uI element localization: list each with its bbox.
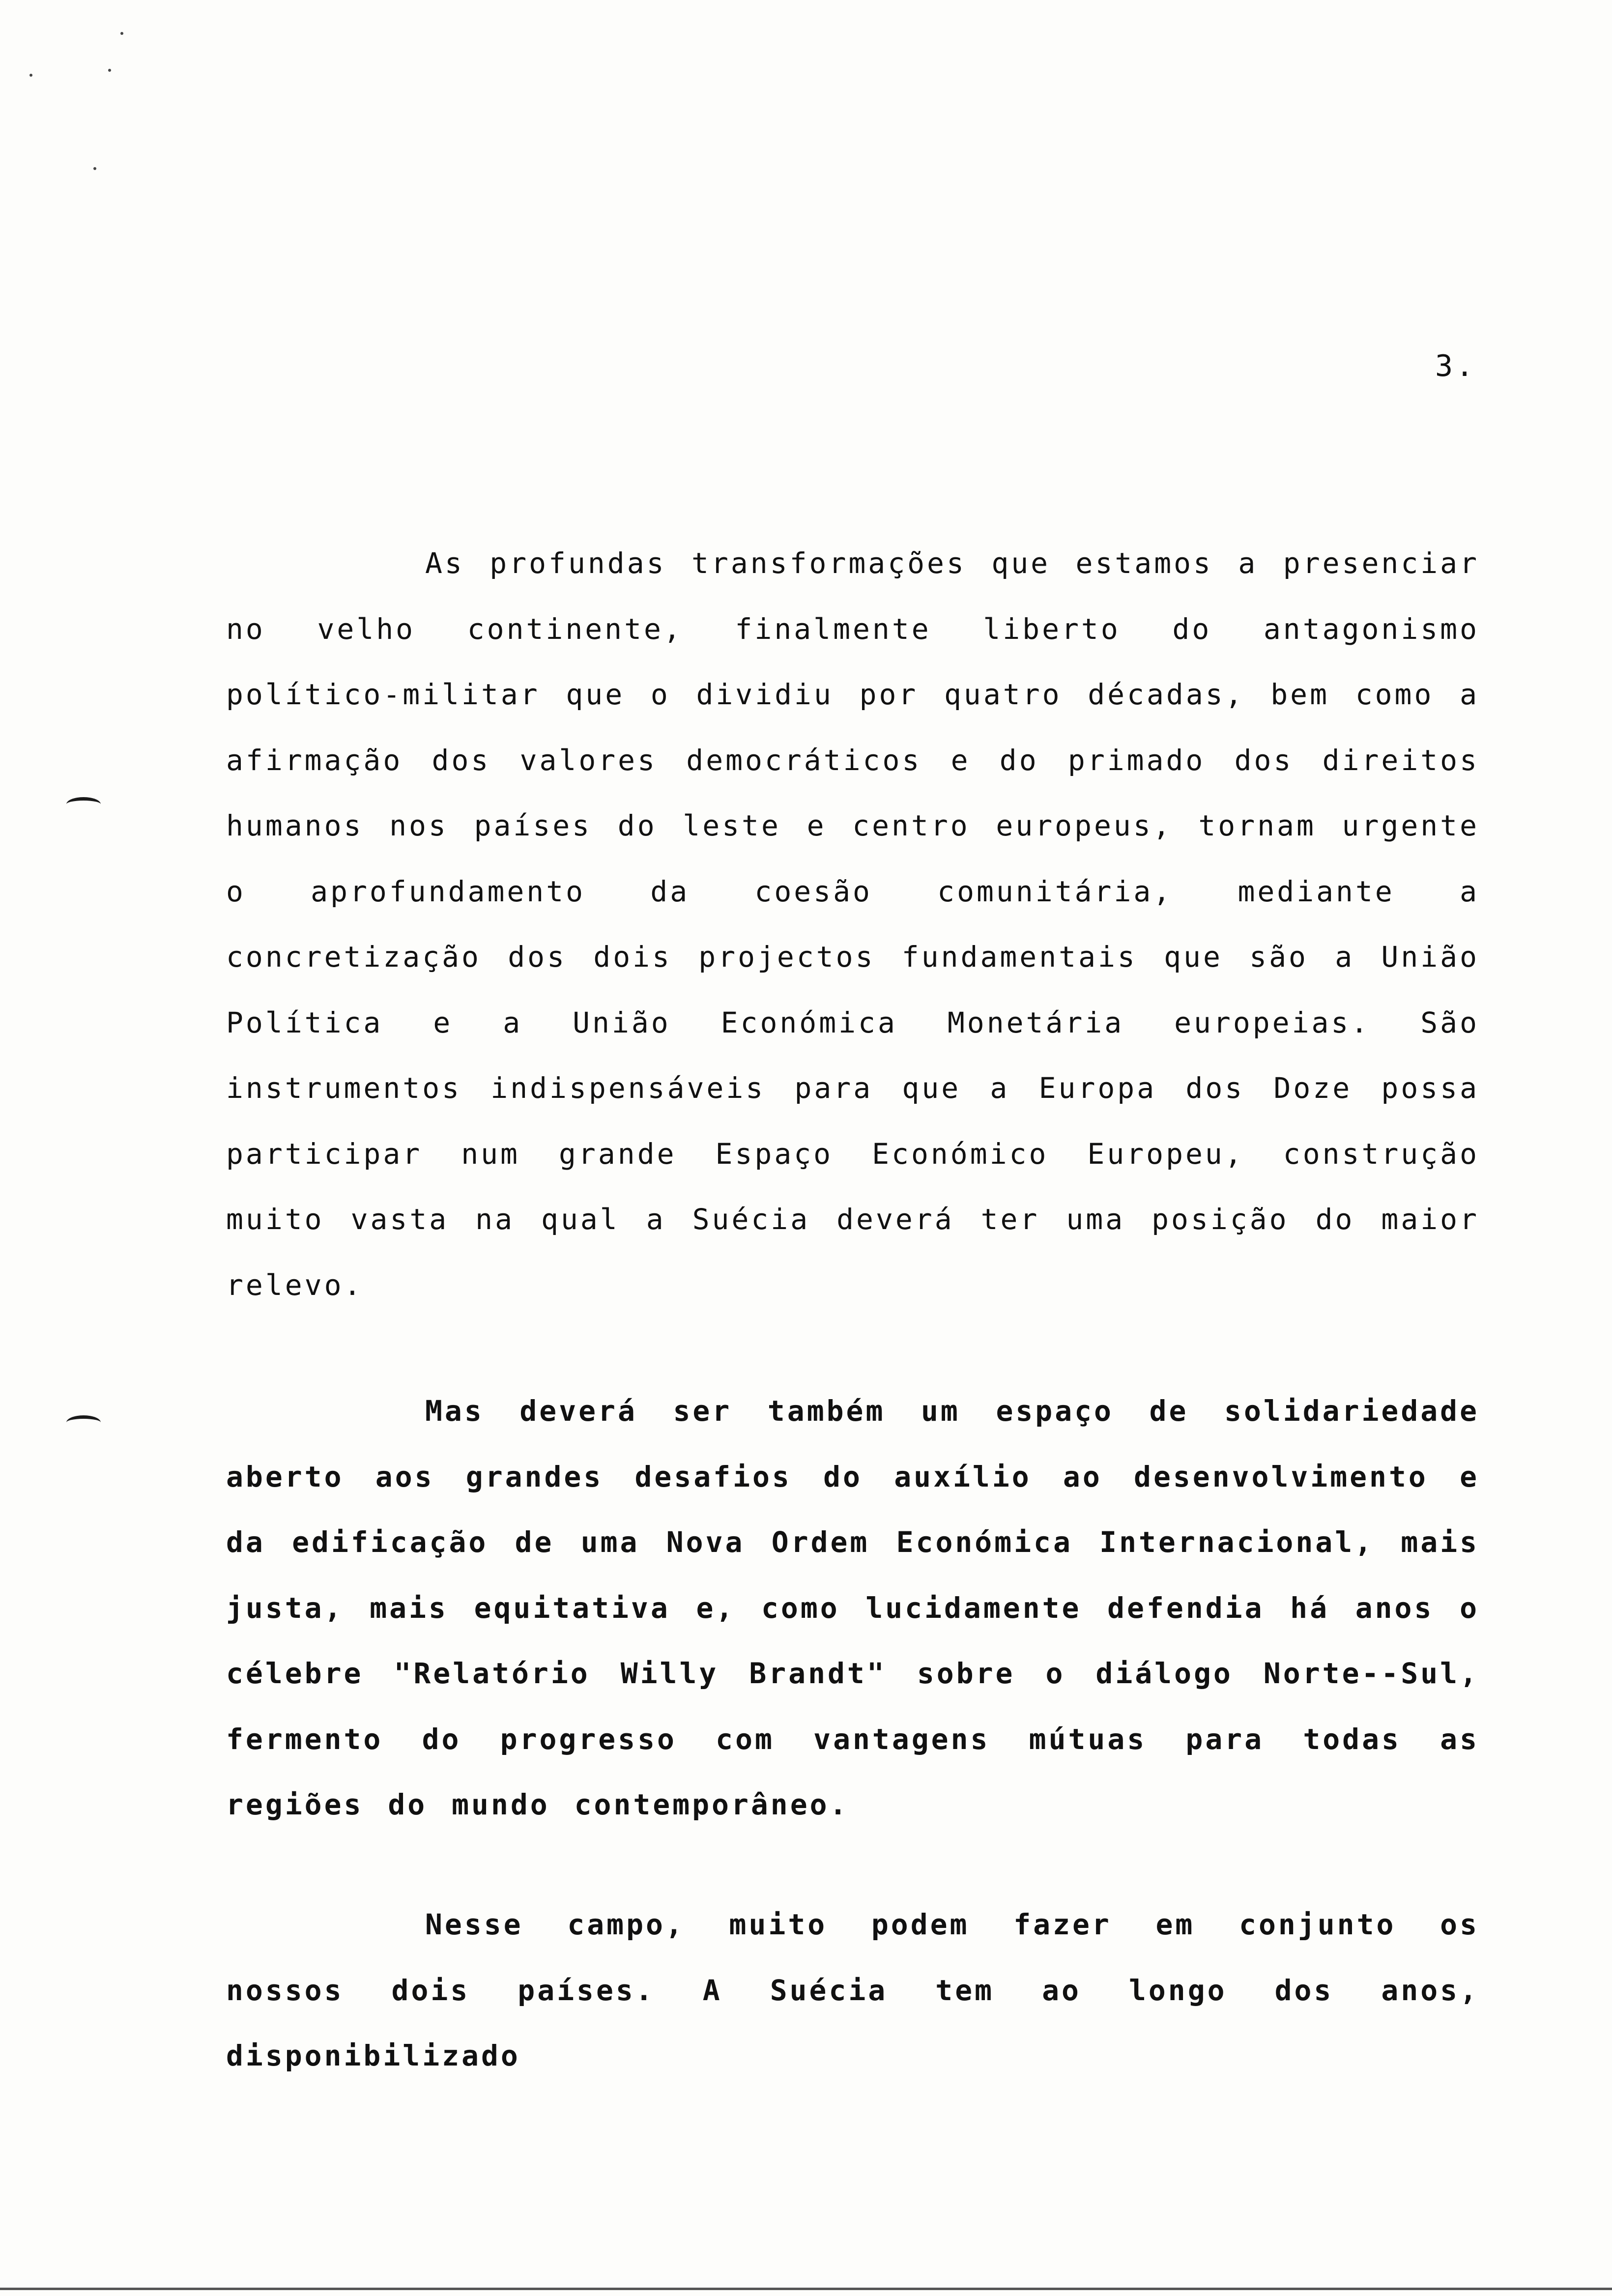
scan-speck xyxy=(120,32,123,35)
body-paragraph-1 xyxy=(226,531,1479,1318)
scan-speck xyxy=(29,74,32,77)
paragraph-text: As profundas transformações que estamos a presenciar no velho continente, finalmente liberto do antagonismo político-militar que o dividiu por quatro décadas, bem como a afirmação dos valores democráticos e do primado dos direitos humanos nos países do leste e centro europeus, tornam urgente o aprofundamento da coesão comunitária, mediante a concretização dos dois projectos fundamentais que são a União Política e a União Económica Monetária europeias. São instrumentos indispensáveis para que a Europa dos Doze possa participar num grande Espaço Económico Europeu, construção muito vasta na qual a Suécia deverá ter uma posição do maior relevo. xyxy=(226,546,1479,1302)
punch-hole-mark xyxy=(66,1415,101,1430)
body-paragraph-3 xyxy=(226,1892,1479,2089)
paragraph-text: Mas deverá ser também um espaço de solidariedade aberto aos grandes desafios do auxílio ao desenvolvimento e da edificação de uma Nova Ordem Económica Internacional, mais justa, mais equitativa e, como lucidamente defendia há anos o célebre "Relatório Willy Brandt" sobre o diálogo Norte--Sul, fermento do progresso com vantagens mútuas para todas as regiões do mundo contemporâneo. xyxy=(226,1394,1479,1821)
bottom-edge-line xyxy=(0,2288,1612,2290)
page-number: 3. xyxy=(1435,349,1477,383)
paragraph-text: Nesse campo, muito podem fazer em conjunto os nossos dois países. A Suécia tem ao longo dos anos, disponibilizado xyxy=(226,1908,1479,2072)
scan-speck xyxy=(93,167,96,170)
body-paragraph-2 xyxy=(226,1378,1479,1838)
punch-hole-mark xyxy=(66,797,101,811)
scan-speck xyxy=(108,69,111,72)
